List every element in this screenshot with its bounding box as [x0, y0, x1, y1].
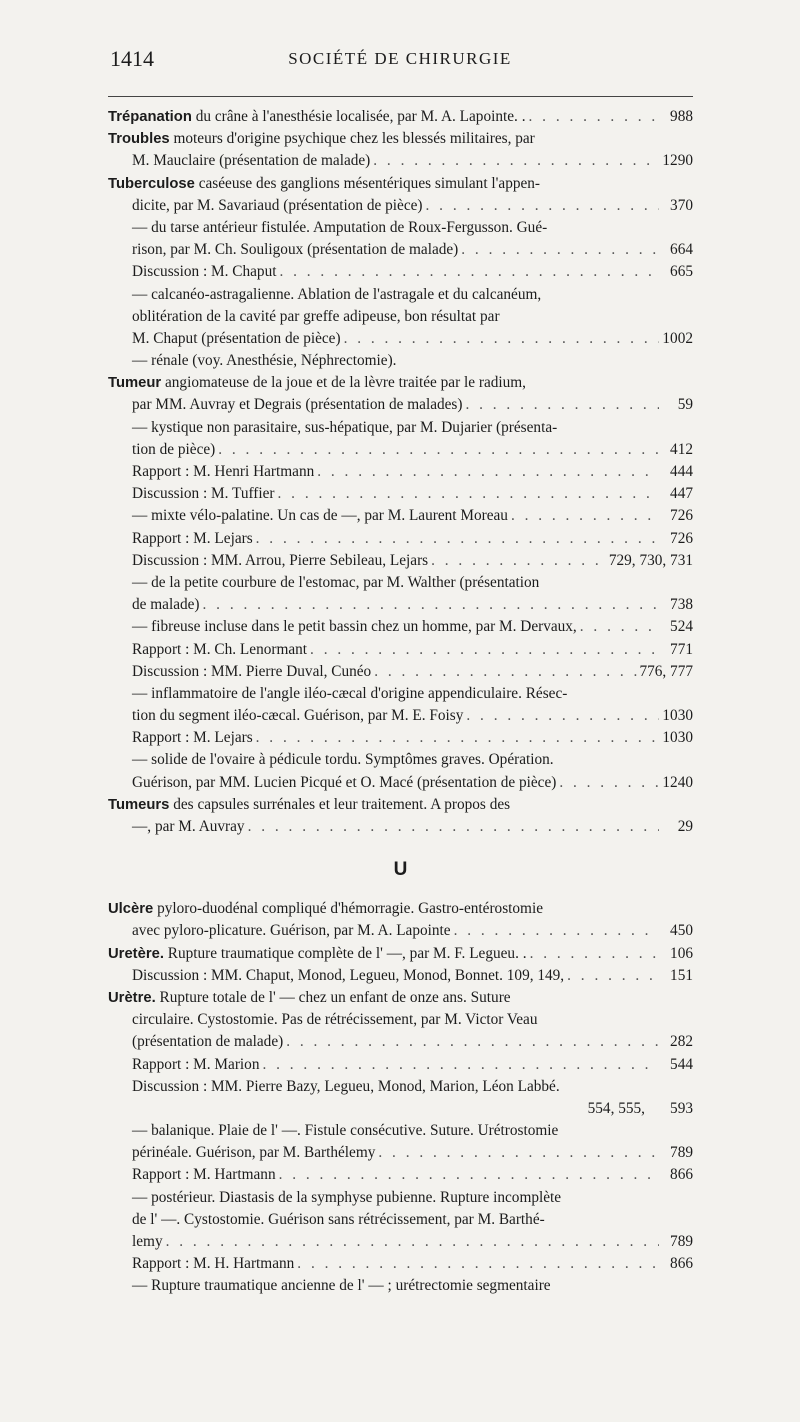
- index-line: [108, 350, 693, 372]
- index-line: [108, 505, 693, 527]
- page-reference: 866: [670, 1255, 693, 1273]
- index-line: [108, 239, 693, 261]
- page-reference: 447: [670, 485, 693, 503]
- entry-body: Rupture totale de l' — chez un enfant de onze ans. Suture: [155, 988, 511, 1006]
- index-line: [108, 661, 693, 683]
- index-line: [108, 417, 693, 439]
- leader-dots: [294, 1253, 659, 1275]
- entry-body: Rupture traumatique complète de l' —, par M. F. Legueu. .: [163, 944, 527, 962]
- index-line: [108, 528, 693, 550]
- entry-heading: Uretère.: [108, 945, 164, 962]
- leader-dots: [314, 461, 659, 483]
- leader-dots: [564, 965, 659, 987]
- entry-text: 554, 555,: [587, 1099, 645, 1117]
- running-title: SOCIÉTÉ DE CHIRURGIE: [288, 49, 512, 68]
- entry-text: Discussion : MM. Pierre Bazy, Legueu, Monod, Marion, Léon Labbé.: [132, 1077, 560, 1095]
- entry-heading: Tumeur: [108, 375, 162, 392]
- leader-dots: [527, 943, 659, 965]
- entry-text: Guérison, par MM. Lucien Picqué et O. Macé (présentation de pièce): [132, 773, 557, 791]
- index-line: [108, 173, 693, 195]
- leader-dots: [371, 661, 639, 683]
- entry-heading: Ulcère: [108, 901, 154, 918]
- entry-body: moteurs d'origine psychique chez les blessés militaires, par: [169, 130, 535, 148]
- entry-text: — solide de l'ovaire à pédicule tordu. Symptômes graves. Opération.: [132, 751, 554, 769]
- entry-body: du crâne à l'anesthésie localisée, par M. A. Lapointe. .: [191, 108, 526, 125]
- entry-text: Rapport : M. Hartmann: [132, 1166, 276, 1184]
- leader-dots: [526, 106, 659, 128]
- entry-text: — de la petite courbure de l'estomac, par M. Walther (présentation: [132, 573, 540, 591]
- entry-text: [108, 794, 510, 816]
- page-reference: 412: [670, 440, 693, 458]
- entry-text: — calcanéo-astragalienne. Ablation de l'astragale et du calcanéum,: [132, 285, 542, 303]
- entry-text: — mixte vélo-palatine. Un cas de —, par M. Laurent Moreau: [132, 507, 508, 525]
- entry-text: de malade): [132, 596, 200, 614]
- leader-dots: [341, 328, 659, 350]
- entry-heading: Trépanation: [108, 109, 192, 125]
- page-reference: 106: [670, 944, 693, 962]
- leader-dots: [451, 920, 659, 942]
- index-line: [108, 150, 693, 172]
- entry-heading: Urètre.: [108, 989, 156, 1006]
- entry-text: M. Chaput (présentation de pièce): [132, 329, 341, 347]
- entry-text: M. Mauclaire (présentation de malade): [132, 152, 371, 170]
- page-reference: 1030: [662, 729, 693, 747]
- page-reference: 59: [677, 396, 693, 414]
- page-number: 1414: [110, 46, 154, 71]
- entry-text: Discussion : MM. Pierre Duval, Cunéo: [132, 662, 372, 680]
- entry-text: par MM. Auvray et Degrais (présentation de malades): [132, 396, 463, 414]
- page-reference: 726: [670, 507, 693, 525]
- index-line: [108, 1275, 693, 1297]
- entry-text: — balanique. Plaie de l' —. Fistule consécutive. Suture. Urétrostomie: [132, 1122, 559, 1140]
- entry-text: Rapport : M. Ch. Lenormant: [132, 640, 308, 658]
- header-rule: [108, 96, 693, 97]
- entry-text: [108, 128, 535, 150]
- leader-dots: [276, 1164, 659, 1186]
- index-line: [108, 483, 693, 505]
- entry-text: — kystique non parasitaire, sus-hépatique, par M. Dujarier (présenta-: [132, 418, 558, 436]
- entry-text: Rapport : M. Marion: [132, 1055, 260, 1073]
- index-line: [108, 550, 693, 572]
- page-reference: 1290: [662, 152, 693, 170]
- entry-text: (présentation de malade): [132, 1033, 284, 1051]
- page-reference: 1002: [662, 329, 693, 347]
- entry-body: pyloro-duodénal compliqué d'hémorragie. Gastro-entérostomie: [153, 900, 543, 918]
- leader-dots: [200, 594, 659, 616]
- page-reference: 524: [670, 618, 693, 636]
- page-reference: 444: [670, 463, 693, 480]
- index-line: [108, 106, 693, 128]
- page-reference: 1240: [662, 773, 693, 791]
- leader-dots: [462, 394, 659, 416]
- entry-text: [108, 173, 540, 195]
- index-line: [108, 439, 693, 461]
- page-reference: 771: [670, 640, 693, 658]
- index-line: [108, 128, 693, 150]
- index-entries: [108, 106, 693, 1298]
- entry-heading: Tuberculose: [108, 175, 195, 192]
- page-reference: 593: [670, 1099, 693, 1117]
- entry-body: caséeuse des ganglions mésentériques simulant l'appen-: [194, 174, 541, 192]
- page-reference: 789: [670, 1144, 693, 1162]
- index-line: [108, 898, 693, 920]
- index-line: [108, 1031, 693, 1053]
- entry-text: tion du segment iléo-cæcal. Guérison, par M. E. Foisy: [132, 707, 464, 725]
- leader-dots: [276, 261, 659, 283]
- index-line: [108, 639, 693, 661]
- entry-text: — inflammatoire de l'angle iléo-cæcal d'origine appendiculaire. Résec-: [132, 684, 568, 702]
- page-reference: 370: [670, 196, 693, 214]
- entry-text: Rapport : M. Lejars: [132, 729, 253, 747]
- index-line: [108, 1142, 693, 1164]
- leader-dots: [215, 439, 659, 461]
- leader-dots: [253, 528, 659, 550]
- entry-body: des capsules surrénales et leur traitement. A propos des: [169, 795, 511, 813]
- page-reference: 544: [670, 1055, 693, 1073]
- page-reference: 866: [670, 1166, 693, 1184]
- entry-text: [108, 372, 526, 394]
- leader-dots: [275, 483, 659, 505]
- page-reference: 665: [670, 263, 693, 281]
- leader-dots: [423, 195, 659, 217]
- page-reference: 729, 730, 731: [608, 551, 693, 569]
- index-line: [108, 794, 693, 816]
- entry-text: avec pyloro-plicature. Guérison, par M. A. Lapointe: [132, 922, 451, 940]
- entry-text: rison, par M. Ch. Souligoux (présentation de malade): [132, 241, 459, 259]
- index-line: [108, 1209, 693, 1231]
- page-reference: 738: [670, 596, 693, 614]
- index-line: [108, 217, 693, 239]
- index-line: [108, 772, 693, 794]
- leader-dots: [253, 727, 659, 749]
- entry-text: Rapport : M. Lejars: [132, 529, 253, 547]
- entry-text: Discussion : M. Tuffier: [132, 485, 275, 503]
- index-line: [108, 461, 693, 483]
- entry-text: — Rupture traumatique ancienne de l' — ; urétrectomie segmentaire: [132, 1277, 551, 1295]
- index-line: [108, 1231, 693, 1253]
- leader-dots: [375, 1142, 659, 1164]
- index-line: [108, 727, 693, 749]
- entry-text: [108, 898, 543, 920]
- leader-dots: [163, 1231, 659, 1253]
- entry-body: angiomateuse de la joue et de la lèvre traitée par le radium,: [161, 374, 527, 392]
- index-line: [108, 1009, 693, 1031]
- entry-text: Discussion : MM. Arrou, Pierre Sebileau, Lejars: [132, 551, 429, 569]
- leader-dots: [508, 505, 659, 527]
- leader-dots: [370, 150, 659, 172]
- index-line: [108, 195, 693, 217]
- page-reference: 29: [677, 818, 693, 835]
- index-line: [108, 965, 693, 987]
- index-line: [108, 328, 693, 350]
- index-line: [108, 1076, 693, 1098]
- page-header: [0, 46, 800, 76]
- leader-dots: [556, 772, 659, 794]
- leader-dots: [428, 550, 609, 572]
- entry-text: — du tarse antérieur fistulée. Amputation de Roux-Fergusson. Gué-: [132, 218, 548, 236]
- leader-dots: [577, 616, 659, 638]
- index-line: [108, 306, 693, 328]
- leader-dots: [283, 1031, 659, 1053]
- entry-text: — fibreuse incluse dans le petit bassin chez un homme, par M. Dervaux,: [132, 618, 577, 636]
- entry-text: [108, 987, 511, 1009]
- entry-text: circulaire. Cystostomie. Pas de rétrécissement, par M. Victor Veau: [132, 1011, 538, 1029]
- entry-text: Discussion : MM. Chaput, Monod, Legueu, Monod, Bonnet. 109, 149,: [132, 966, 565, 984]
- index-line: [108, 616, 693, 638]
- entry-text: Rapport : M. H. Hartmann: [132, 1255, 295, 1273]
- index-line: [108, 943, 693, 965]
- index-line: [108, 749, 693, 771]
- index-line: [108, 1253, 693, 1275]
- entry-text: [108, 943, 527, 965]
- page-reference: 1030: [662, 707, 693, 725]
- entry-text: lemy: [132, 1233, 163, 1250]
- entry-text: de l' —. Cystostomie. Guérison sans rétrécissement, par M. Barthé-: [132, 1210, 545, 1228]
- index-line: [108, 705, 693, 727]
- index-line: [108, 284, 693, 306]
- entry-text: périnéale. Guérison, par M. Barthélemy: [132, 1144, 376, 1162]
- entry-text: — rénale (voy. Anesthésie, Néphrectomie).: [132, 352, 397, 370]
- entry-heading: Tumeurs: [108, 796, 170, 813]
- entry-text: [108, 106, 526, 128]
- entry-text: —, par M. Auvray: [132, 818, 245, 835]
- index-line: [108, 816, 693, 838]
- section-letter: U: [393, 859, 408, 881]
- leader-dots: [307, 639, 659, 661]
- entry-text: dicite, par M. Savariaud (présentation de pièce): [132, 196, 423, 214]
- index-line: [108, 920, 693, 942]
- index-line: [108, 1098, 693, 1120]
- leader-dots: [458, 239, 659, 261]
- entry-heading: Troubles: [108, 131, 170, 148]
- index-line: [108, 1120, 693, 1142]
- leader-dots: [259, 1054, 659, 1076]
- leader-dots: [245, 816, 659, 838]
- index-line: [108, 987, 693, 1009]
- page-reference: 151: [670, 966, 693, 984]
- page-reference: 664: [670, 241, 693, 259]
- index-line: [108, 572, 693, 594]
- entry-text: oblitération de la cavité par greffe adipeuse, bon résultat par: [132, 307, 500, 325]
- index-line: [108, 1187, 693, 1209]
- entry-text: — postérieur. Diastasis de la symphyse pubienne. Rupture incomplète: [132, 1188, 562, 1206]
- page-reference: 282: [670, 1033, 693, 1051]
- page-reference: 988: [670, 108, 693, 125]
- entry-text: tion de pièce): [132, 440, 216, 458]
- index-line: [108, 394, 693, 416]
- index-line: [108, 1054, 693, 1076]
- index-line: [108, 594, 693, 616]
- index-line: [108, 1164, 693, 1186]
- page-reference: 726: [670, 529, 693, 547]
- page-reference: 450: [670, 922, 693, 940]
- index-line: [108, 683, 693, 705]
- page-reference: 776, 777: [639, 662, 693, 680]
- leader-dots: [463, 705, 659, 727]
- index-line: [108, 261, 693, 283]
- page-reference: 789: [670, 1233, 693, 1250]
- index-line: [108, 372, 693, 394]
- entry-text: Discussion : M. Chaput: [132, 263, 277, 281]
- entry-text: Rapport : M. Henri Hartmann: [132, 463, 315, 480]
